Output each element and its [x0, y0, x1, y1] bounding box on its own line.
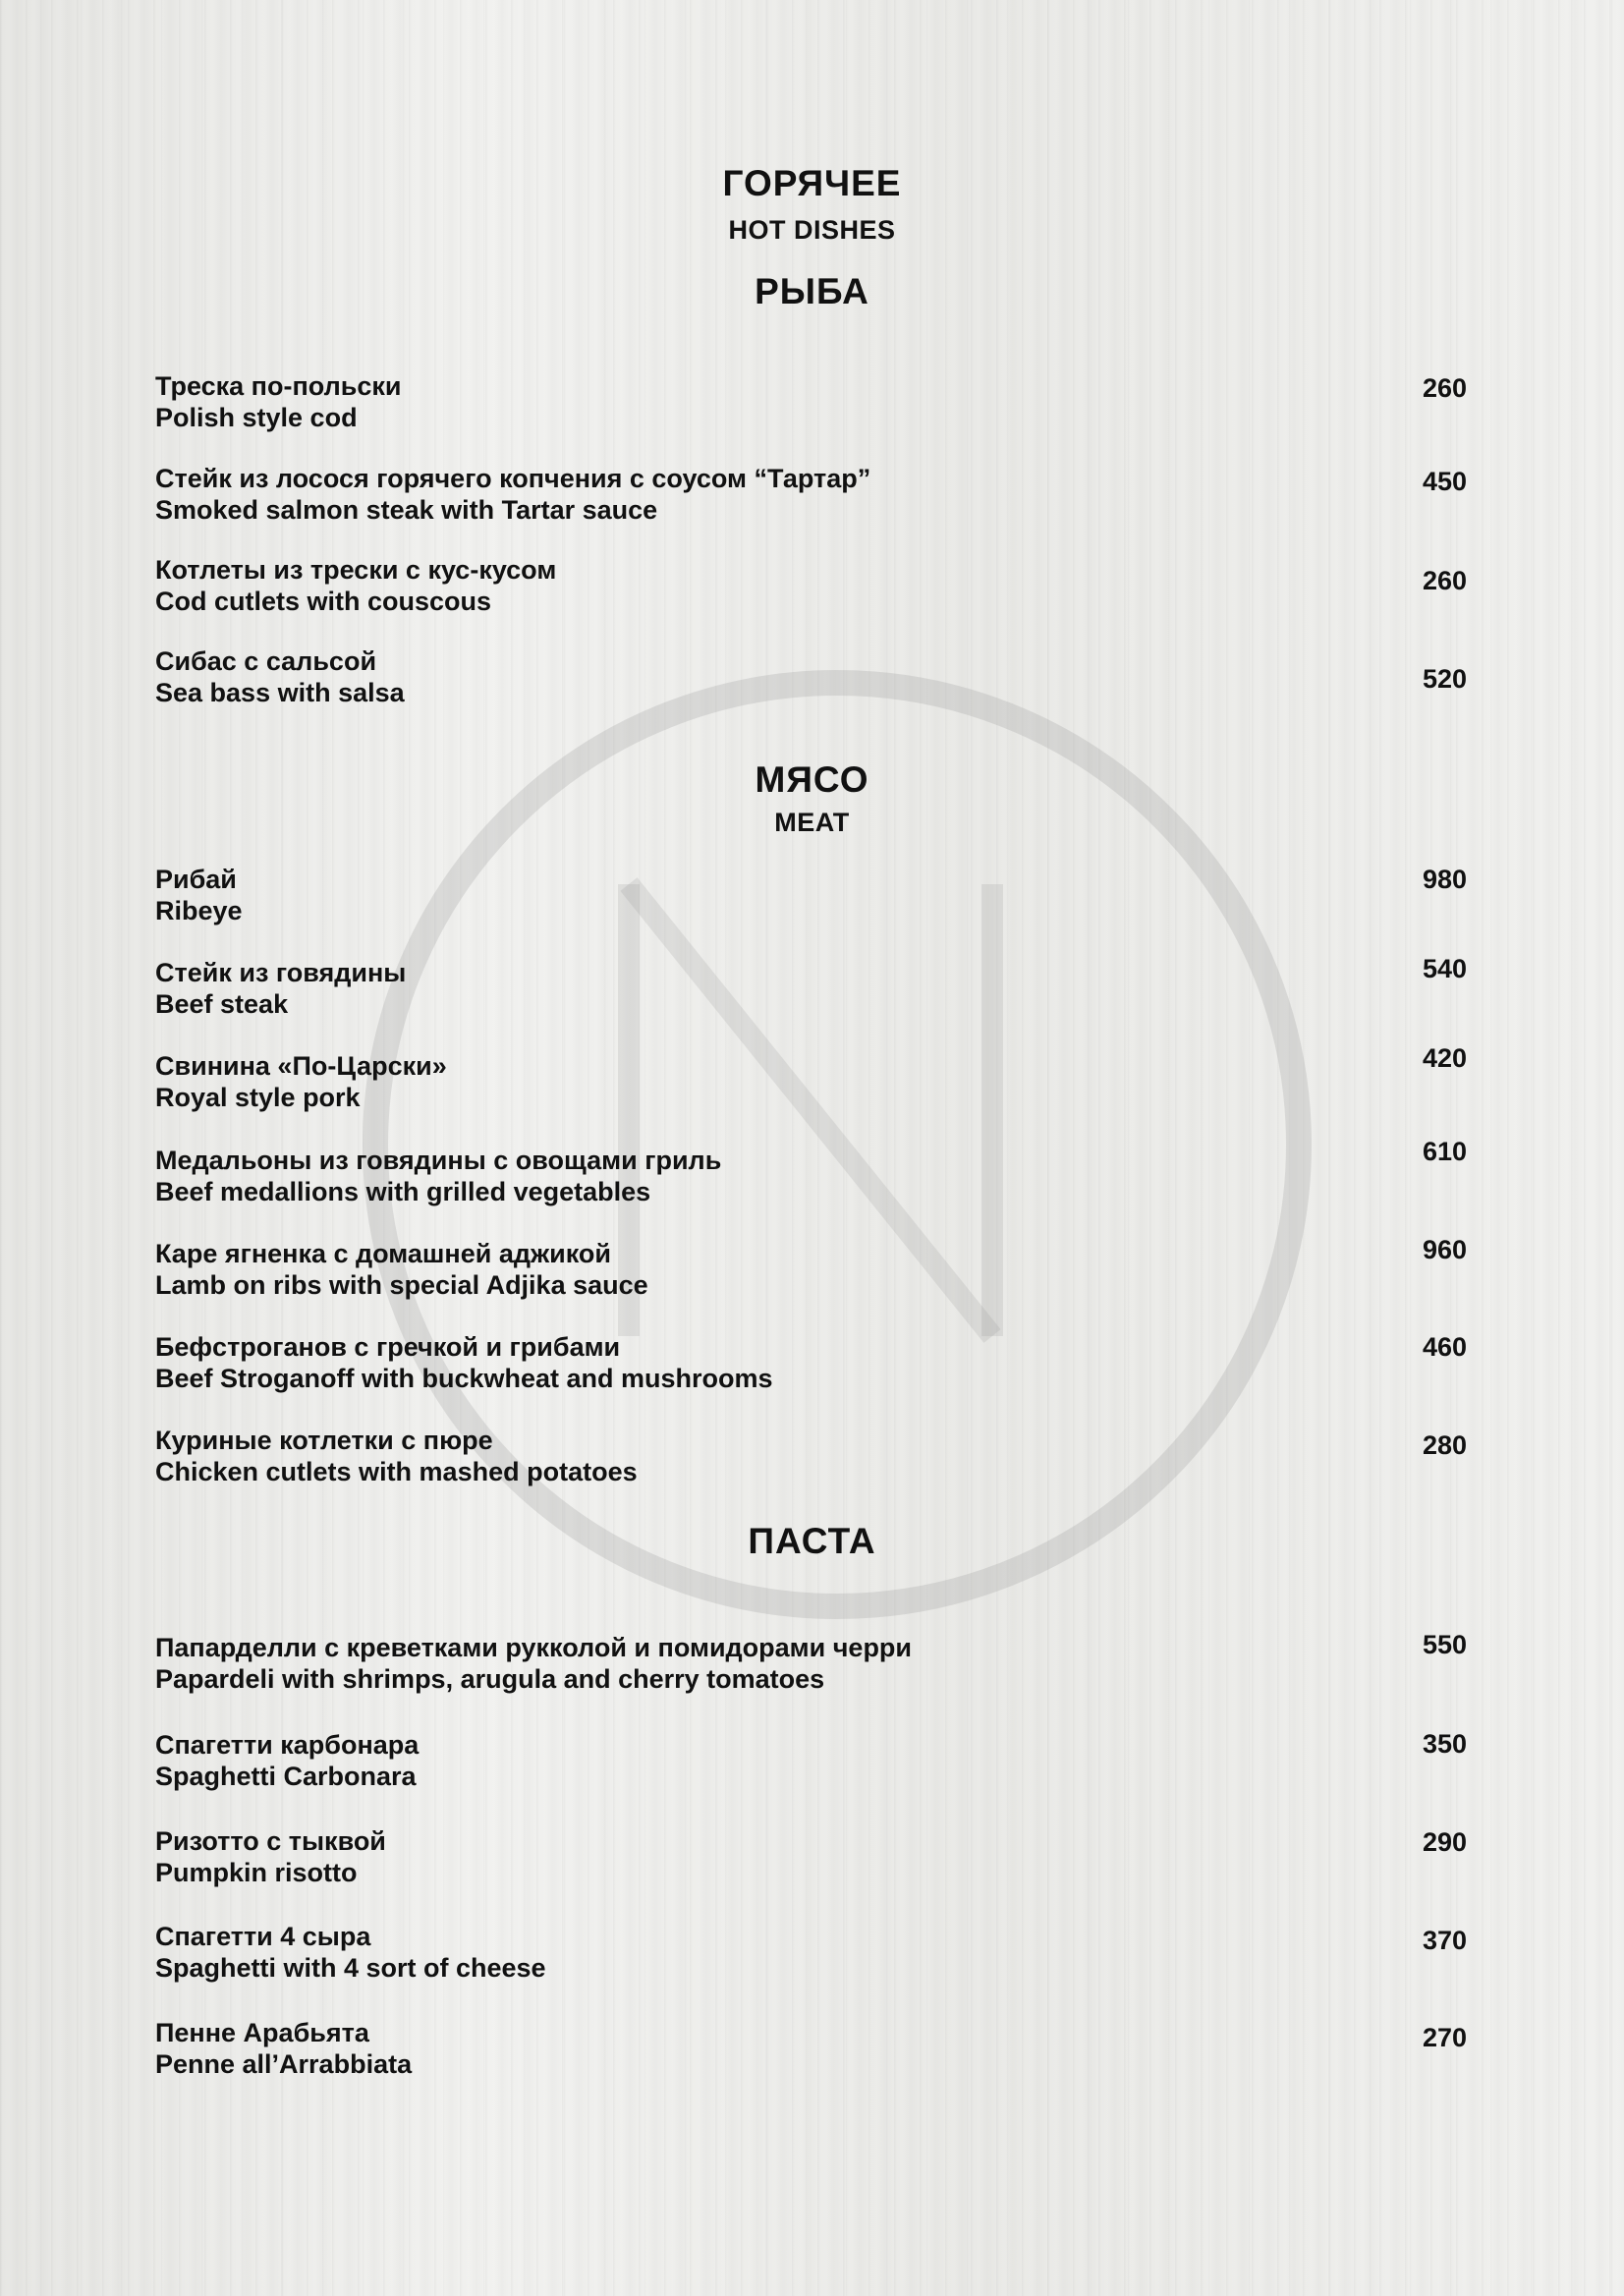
section-title-pasta: ПАСТА: [748, 1521, 876, 1561]
dish-price: 980: [1423, 865, 1468, 894]
dish-name-en: Royal style pork: [155, 1083, 361, 1112]
menu-item: [155, 1632, 1472, 1695]
dish-price: 540: [1423, 954, 1468, 983]
page-subtitle: HOT DISHES: [728, 215, 896, 245]
dish-name-en: Spaghetti with 4 sort of cheese: [155, 1953, 546, 1983]
dish-name-en: Beef Stroganoff with buckwheat and mushrooms: [155, 1364, 773, 1393]
menu-item: [155, 1145, 1472, 1207]
dish-name-en: Spaghetti Carbonara: [155, 1762, 417, 1791]
dish-price: 450: [1423, 467, 1468, 496]
dish-name-en: Penne all’Arrabbiata: [155, 2049, 413, 2079]
menu-item: [155, 554, 1472, 617]
section-title-fish: РЫБА: [755, 271, 869, 311]
dish-price: 550: [1423, 1630, 1468, 1659]
section-subtitle-meat: MEAT: [774, 808, 850, 837]
menu-item: [155, 1729, 1472, 1792]
dish-name-en: Papardeli with shrimps, arugula and cherry tomatoes: [155, 1664, 825, 1694]
menu-item: [155, 864, 1472, 926]
menu-item: [155, 1425, 1472, 1487]
dish-price: 610: [1423, 1137, 1468, 1166]
dish-name-en: Pumpkin risotto: [155, 1858, 358, 1887]
dish-price: 290: [1423, 1827, 1468, 1857]
menu-item: [155, 2017, 1472, 2080]
dish-price: 420: [1423, 1043, 1468, 1073]
dish-name-ru: Треска по-польски: [155, 371, 402, 401]
dish-name-ru: Папарделли с креветками рукколой и помидорами черри: [155, 1633, 913, 1662]
dish-name-ru: Сибас с сальсой: [155, 646, 377, 676]
dish-name-ru: Спагетти 4 сыра: [155, 1922, 371, 1951]
dish-name-ru: Стейк из лосося горячего копчения с соусом “Тартар”: [155, 464, 871, 493]
dish-price: 280: [1423, 1430, 1468, 1460]
dish-name-en: Beef medallions with grilled vegetables: [155, 1177, 651, 1206]
menu-item: [155, 1238, 1472, 1301]
dish-price: 960: [1423, 1235, 1468, 1264]
menu-item: [155, 1331, 1472, 1394]
menu-item: [155, 370, 1472, 433]
page-title: ГОРЯЧЕЕ: [722, 163, 902, 203]
dish-name-ru: Медальоны из говядины с овощами гриль: [155, 1146, 722, 1175]
dish-name-en: Chicken cutlets with mashed potatoes: [155, 1457, 638, 1486]
dish-name-ru: Ризотто с тыквой: [155, 1826, 386, 1856]
dish-name-en: Polish style cod: [155, 403, 358, 432]
emblem-letter: N: [811, 1171, 818, 1182]
dish-price: 520: [1423, 664, 1468, 694]
dish-name-ru: Стейк из говядины: [155, 958, 407, 987]
section-title-meat: МЯСО: [755, 759, 869, 800]
dish-price: 460: [1423, 1332, 1468, 1362]
dish-price: 260: [1423, 373, 1468, 403]
menu-item: [155, 463, 1472, 526]
dish-name-ru: Спагетти карбонара: [155, 1730, 420, 1760]
menu-item: [155, 1050, 1472, 1113]
menu-item: [155, 1921, 1472, 1984]
dish-name-ru: Свинина «По-Царски»: [155, 1051, 447, 1081]
dish-price: 260: [1423, 566, 1468, 595]
dish-name-en: Smoked salmon steak with Tartar sauce: [155, 495, 658, 525]
dish-name-ru: Куриные котлетки с пюре: [155, 1426, 493, 1455]
dish-name-ru: Рибай: [155, 865, 237, 894]
dish-name-en: Beef steak: [155, 989, 289, 1019]
dish-price: 270: [1423, 2023, 1468, 2052]
dish-name-ru: Бефстроганов с гречкой и грибами: [155, 1332, 621, 1362]
dish-name-ru: Пенне Арабьята: [155, 2018, 369, 2047]
dish-name-en: Lamb on ribs with special Adjika sauce: [155, 1270, 648, 1300]
dish-name-ru: Каре ягненка с домашней аджикой: [155, 1239, 611, 1268]
dish-name-en: Ribeye: [155, 896, 243, 925]
menu-item: [155, 1825, 1472, 1888]
dish-price: 350: [1423, 1729, 1468, 1759]
menu-item: [155, 645, 1472, 708]
dish-price: 370: [1423, 1926, 1468, 1955]
menu-item: [155, 957, 1472, 1020]
dish-name-en: Cod cutlets with couscous: [155, 587, 492, 616]
dish-name-ru: Котлеты из трески с кус-кусом: [155, 555, 557, 585]
dish-name-en: Sea bass with salsa: [155, 678, 405, 707]
